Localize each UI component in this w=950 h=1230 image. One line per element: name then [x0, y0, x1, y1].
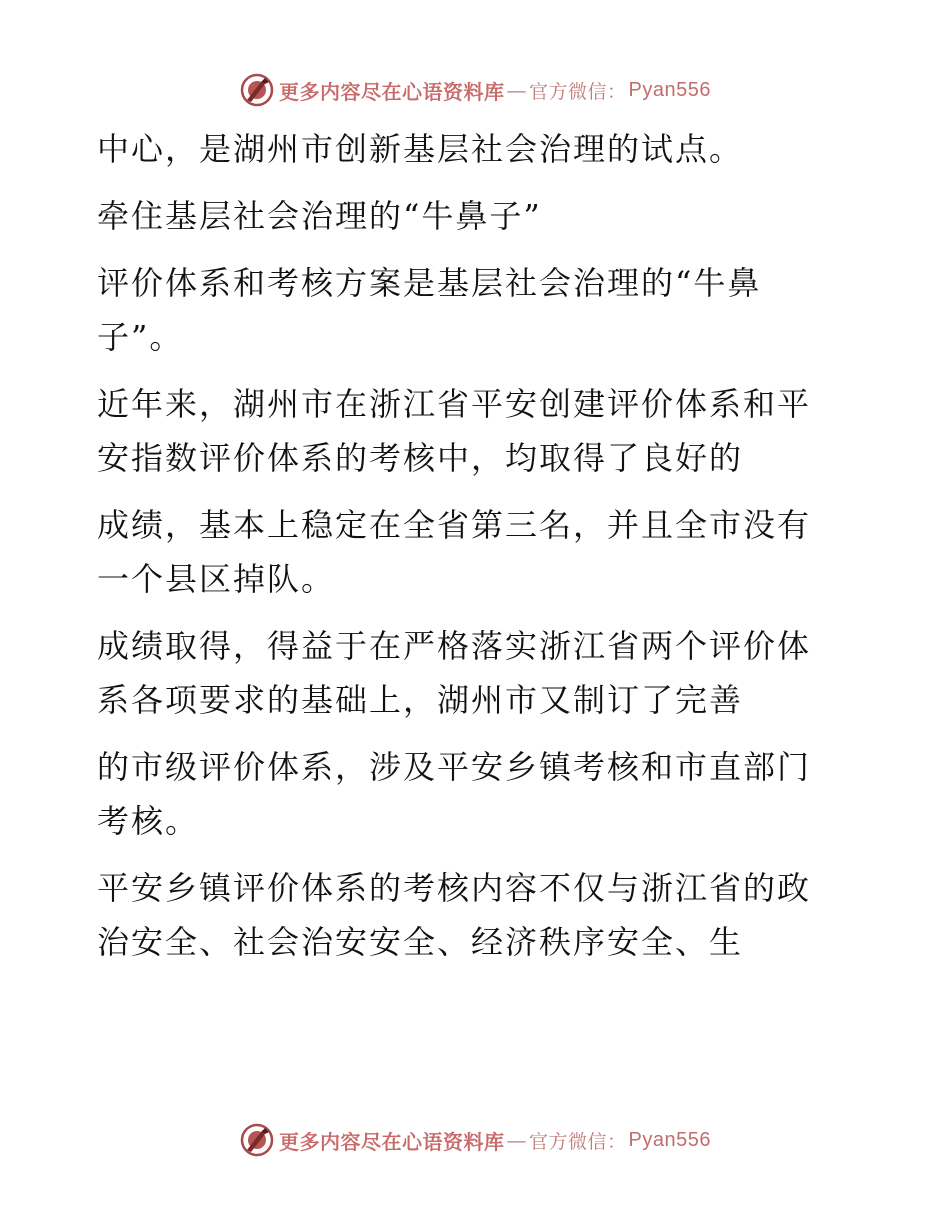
paragraph-7	[97, 740, 837, 848]
header-banner	[0, 70, 950, 110]
paragraph-4	[97, 377, 837, 485]
paragraph-line: 牵住基层社会治理的“牛鼻子”	[97, 197, 542, 235]
paragraph-line: 近年来，湖州市在浙江省平安创建评价体系和平	[97, 385, 812, 423]
paragraph-line: 系各项要求的基础上，湖州市又制订了完善	[97, 681, 744, 719]
paragraph-line: 中心，是湖州市创新基层社会治理的试点。	[97, 130, 744, 168]
paragraph-line: 的市级评价体系，涉及平安乡镇考核和市直部门	[97, 748, 812, 786]
paragraph-line: 子”。	[97, 318, 184, 356]
paragraph-2	[97, 189, 837, 243]
banner-brand-text: 更多内容尽在心语资料库	[279, 1129, 505, 1154]
banner-separator: —	[506, 1128, 527, 1152]
document-body	[97, 122, 837, 982]
footer-banner	[0, 1120, 950, 1160]
banner-wechat-label: 官方微信：	[529, 1130, 627, 1153]
paragraph-line: 安指数评价体系的考核中，均取得了良好的	[97, 439, 744, 477]
paragraph-6	[97, 619, 837, 727]
pen-logo-icon	[239, 1122, 275, 1158]
paragraph-line: 成绩取得，得益于在严格落实浙江省两个评价体	[97, 627, 812, 665]
paragraph-5	[97, 498, 837, 606]
paragraph-line: 成绩，基本上稳定在全省第三名，并且全市没有	[97, 506, 812, 544]
banner-wechat-id: Pyan556	[628, 78, 711, 101]
banner-separator: —	[506, 78, 527, 102]
paragraph-line: 评价体系和考核方案是基层社会治理的“牛鼻	[97, 264, 762, 302]
paragraph-line: 治安全、社会治安安全、经济秩序安全、生	[97, 923, 744, 961]
paragraph-line: 考核。	[97, 802, 200, 840]
paragraph-1	[97, 122, 837, 176]
pen-logo-icon	[239, 72, 275, 108]
banner-wechat-id: Pyan556	[628, 1128, 711, 1151]
banner-brand-text: 更多内容尽在心语资料库	[279, 79, 505, 104]
paragraph-3	[97, 256, 837, 364]
paragraph-line: 一个县区掉队。	[97, 560, 336, 598]
banner-wechat-label: 官方微信：	[529, 80, 627, 103]
paragraph-8	[97, 861, 837, 969]
paragraph-line: 平安乡镇评价体系的考核内容不仅与浙江省的政	[97, 869, 812, 907]
